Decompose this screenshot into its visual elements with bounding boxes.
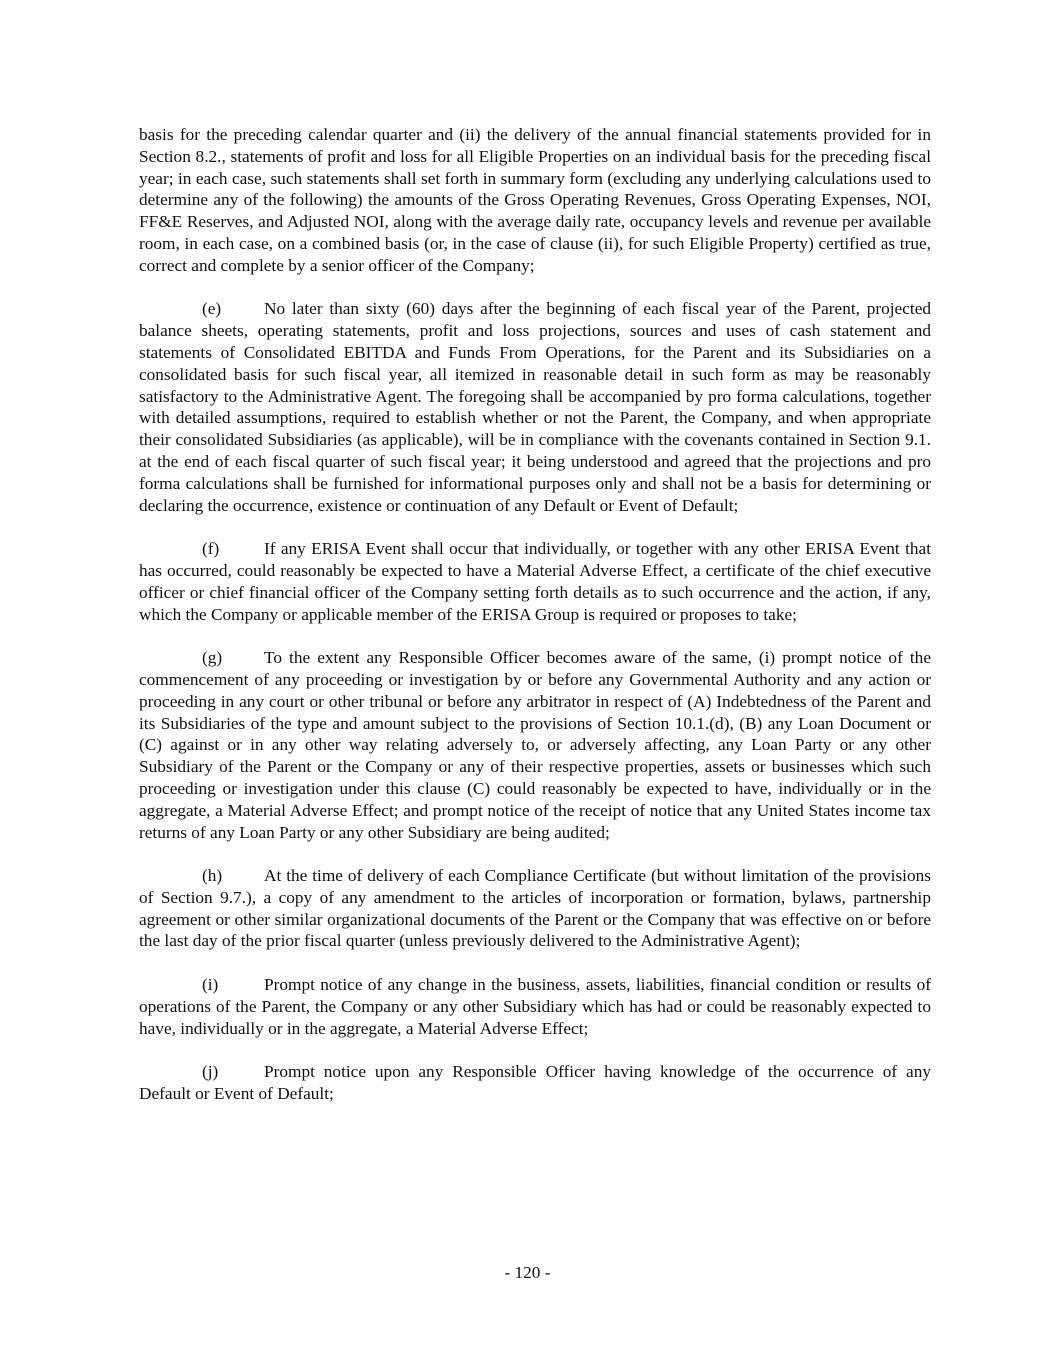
clause-g-paragraph <box>139 647 931 843</box>
clause-h-paragraph <box>139 865 931 952</box>
clause-g-label: (g) <box>202 648 223 668</box>
clause-j-text: Prompt notice upon any Responsible Officer having knowledge of the occurrence of any Default or Event of Default; <box>139 1062 931 1104</box>
clause-f-text: If any ERISA Event shall occur that individually, or together with any other ERISA Event that has occurred, could reasonably be expected to have a Material Adverse Effect, a certificate of the chief executive officer or chief financial officer of the Company setting forth details as to such occurrence and the action, if any, which the Company or applicable member of the ERISA Group is required or proposes to take; <box>139 539 931 624</box>
clause-h-label: (h) <box>202 866 223 886</box>
clause-i-text: Prompt notice of any change in the business, assets, liabilities, financial condition or results of operations of the Parent, the Company or any other Subsidiary which has had or could be reasonably expected to have, individually or in the aggregate, a Material Adverse Effect; <box>139 975 931 1038</box>
continuation-paragraph: basis for the preceding calendar quarter and (ii) the delivery of the annual financial statements provided for in Section 8.2., statements of profit and loss for all Eligible Properties on an individual basis for the preceding fiscal year; in each case, such statements shall set forth in summary form (excluding any underlying calculations used to determine any of the following) the amounts of the Gross Operating Revenues, Gross Operating Expenses, NOI, FF&E Reserves, and Adjusted NOI, along with the average daily rate, occupancy levels and revenue per available room, in each case, on a combined basis (or, in the case of clause (ii), for such Eligible Property) certified as true, correct and complete by a senior officer of the Company; <box>139 125 931 275</box>
clause-j-label: (j) <box>202 1062 219 1082</box>
clause-i-label: (i) <box>202 975 219 995</box>
page-number: - 120 - <box>504 1263 551 1282</box>
clause-e-paragraph <box>139 298 931 516</box>
clause-e-label: (e) <box>202 299 222 319</box>
clause-e-text: No later than sixty (60) days after the beginning of each fiscal year of the Parent, projected balance sheets, operating statements, profit and loss projections, sources and uses of cash statement and statements of Consolidated EBITDA and Funds From Operations, for the Parent and its Subsidiaries on a consolidated basis for such fiscal year, all itemized in reasonable detail in such form as may be reasonably satisfactory to the Administrative Agent. The foregoing shall be accompanied by pro forma calculations, together with detailed assumptions, required to establish whether or not the Parent, the Company, and when appropriate their consolidated Subsidiaries (as applicable), will be in compliance with the covenants contained in Section 9.1. at the end of each fiscal quarter of such fiscal year; it being understood and agreed that the projections and pro forma calculations shall be furnished for informational purposes only and shall not be a basis for determining or declaring the occurrence, existence or continuation of any Default or Event of Default; <box>139 299 931 515</box>
clause-h-text: At the time of delivery of each Compliance Certificate (but without limitation of the provisions of Section 9.7.), a copy of any amendment to the articles of incorporation or formation, bylaws, partnership agreement or other similar organizational documents of the Parent or the Company that was effective on or before the last day of the prior fiscal quarter (unless previously delivered to the Administrative Agent); <box>139 866 931 951</box>
clause-f-label: (f) <box>202 539 220 559</box>
clause-i-paragraph <box>139 974 931 1039</box>
clause-g-text: To the extent any Responsible Officer becomes aware of the same, (i) prompt notice of the commencement of any proceeding or investigation by or before any Governmental Authority and any action or proceeding in any court or other tribunal or before any arbitrator in respect of (A) Indebtedness of the Parent and its Subsidiaries of the type and amount subject to the provisions of Section 10.1.(d), (B) any Loan Document or (C) against or in any other way relating adversely to, or adversely affecting, any Loan Party or any other Subsidiary of the Parent or the Company or any of their respective properties, assets or businesses which such proceeding or investigation under this clause (C) could reasonably be expected to have, individually or in the aggregate, a Material Adverse Effect; and prompt notice of the receipt of notice that any United States income tax returns of any Loan Party or any other Subsidiary are being audited; <box>139 648 931 842</box>
clause-f-paragraph <box>139 538 931 625</box>
clause-j-paragraph <box>139 1061 931 1105</box>
document-page <box>139 124 931 1127</box>
